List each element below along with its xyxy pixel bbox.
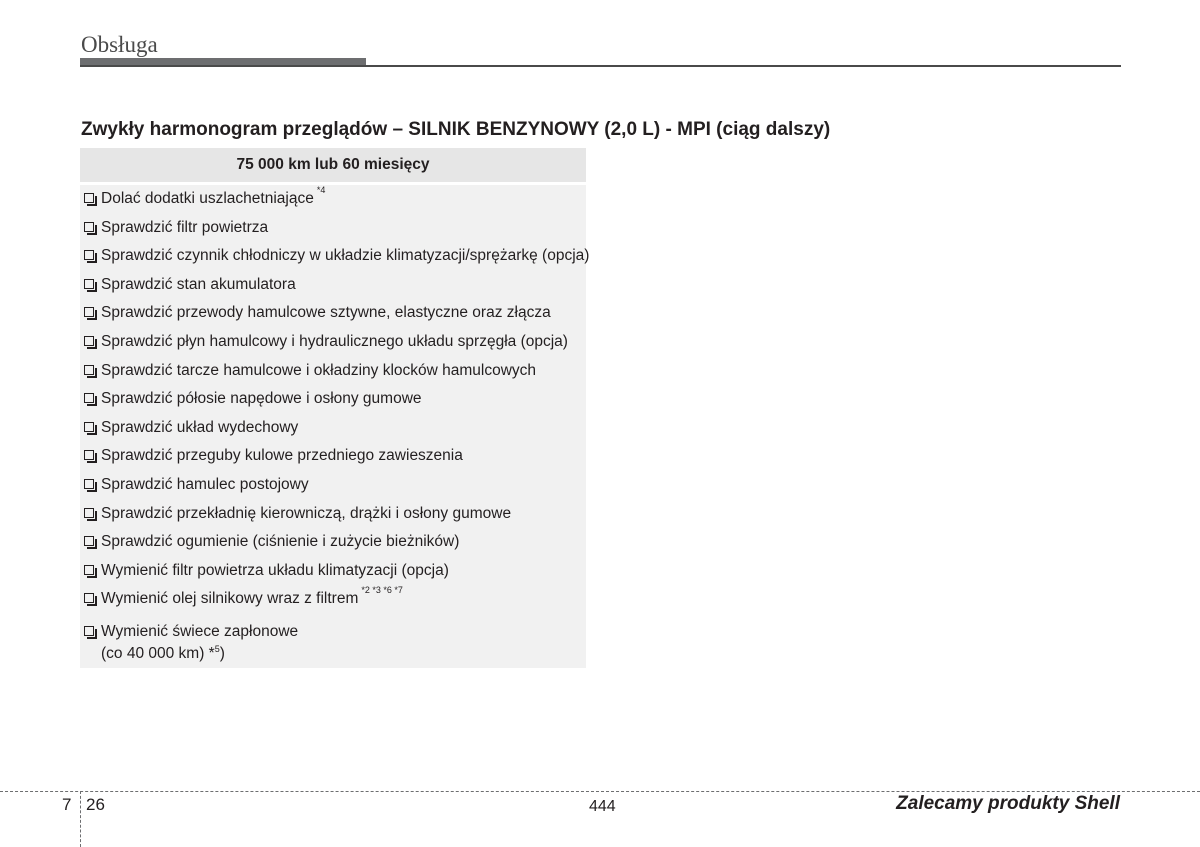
checklist-item-line1: Wymienić świece zapłonowe	[101, 622, 299, 640]
closing-paren: )	[219, 644, 225, 662]
checklist-item-label: Sprawdzić przekładnię kierowniczą, drążki i osłony gumowe	[101, 504, 512, 522]
checklist-item	[84, 562, 584, 591]
checklist-item	[84, 304, 584, 333]
checklist-item	[84, 476, 584, 505]
checklist-item: Dolać dodatki uszlachetniające *4	[84, 190, 584, 219]
checkbox-icon	[84, 626, 94, 636]
checklist-item-label: Sprawdzić półosie napędowe i osłony gumowe	[101, 390, 422, 408]
checklist-item	[84, 276, 584, 305]
checklist-item-label: Wymienić olej silnikowy wraz z filtrem	[101, 590, 359, 608]
checkbox-icon	[84, 336, 94, 346]
checklist-item-label: Dolać dodatki uszlachetniające	[101, 190, 314, 207]
checklist-item	[84, 623, 584, 665]
checklist-item	[84, 419, 584, 448]
checkbox-icon	[84, 450, 94, 460]
checkbox-icon	[84, 536, 94, 546]
section-title: Obsługa	[81, 32, 158, 57]
checklist-item-label: Sprawdzić płyn hamulcowy i hydraulicznego układu sprzęgła (opcja)	[101, 332, 568, 350]
footer-divider	[0, 791, 1200, 792]
checkbox-icon	[84, 479, 94, 489]
checklist-item-label: Sprawdzić przeguby kulowe przedniego zawieszenia	[101, 447, 463, 465]
checklist-item	[84, 390, 584, 419]
checkbox-icon	[84, 250, 94, 260]
checklist-items	[84, 185, 590, 665]
checkbox-icon	[84, 508, 94, 518]
footer-brand-text: Zalecamy produkty Shell	[896, 793, 1120, 814]
table-header: 75 000 km lub 60 miesięcy	[80, 148, 586, 182]
checklist-item-line2: (co 40 000 km) *	[101, 644, 215, 662]
footer-vertical-divider	[80, 791, 81, 847]
checklist-item	[84, 362, 584, 391]
checklist-item-label: Sprawdzić hamulec postojowy	[101, 475, 309, 493]
page-heading: Zwykły harmonogram przeglądów – SILNIK BENZYNOWY (2,0 L) - MPI (ciąg dalszy)	[81, 119, 831, 140]
checklist-item-label: Wymienić filtr powietrza układu klimatyzacji (opcja)	[101, 561, 449, 579]
checkbox-icon	[84, 365, 94, 375]
checklist-item	[84, 447, 584, 476]
checklist-item-label: Sprawdzić stan akumulatora	[101, 275, 296, 293]
checklist-item	[84, 505, 584, 534]
checkbox-icon	[84, 422, 94, 432]
checklist-item-label: Sprawdzić układ wydechowy	[101, 418, 299, 436]
checklist-item	[84, 247, 590, 276]
checkbox-icon	[84, 279, 94, 289]
checklist-item	[84, 219, 584, 248]
page-number: 26	[86, 795, 105, 814]
document-page-number: 444	[589, 798, 616, 815]
header-rule	[80, 65, 1121, 67]
checklist-item-label: Sprawdzić filtr powietrza	[101, 218, 269, 236]
chapter-number: 7	[62, 795, 72, 814]
checklist-item	[84, 533, 584, 562]
checkbox-icon	[84, 193, 94, 203]
checkbox-icon	[84, 565, 94, 575]
checkbox-icon	[84, 222, 94, 232]
checklist-item-label	[101, 621, 298, 665]
footnote-ref: 5	[214, 643, 220, 654]
checklist-item-label: Sprawdzić ogumienie (ciśnienie i zużycie bieżników)	[101, 533, 460, 551]
checklist-item-label: Sprawdzić tarcze hamulcowe i okładziny klocków hamulcowych	[101, 361, 537, 379]
checklist-item-label: Sprawdzić czynnik chłodniczy w układzie klimatyzacji/sprężarkę (opcja)	[101, 247, 590, 265]
checkbox-icon	[84, 307, 94, 317]
checklist-item	[84, 333, 584, 362]
checklist-item-label: Sprawdzić przewody hamulcowe sztywne, elastyczne oraz złącza	[101, 304, 551, 322]
checkbox-icon	[84, 593, 94, 603]
maintenance-checklist	[80, 183, 590, 668]
checkbox-icon	[84, 393, 94, 403]
checklist-item: Wymienić olej silnikowy wraz z filtrem *2 *3 *6 *7	[84, 590, 584, 619]
